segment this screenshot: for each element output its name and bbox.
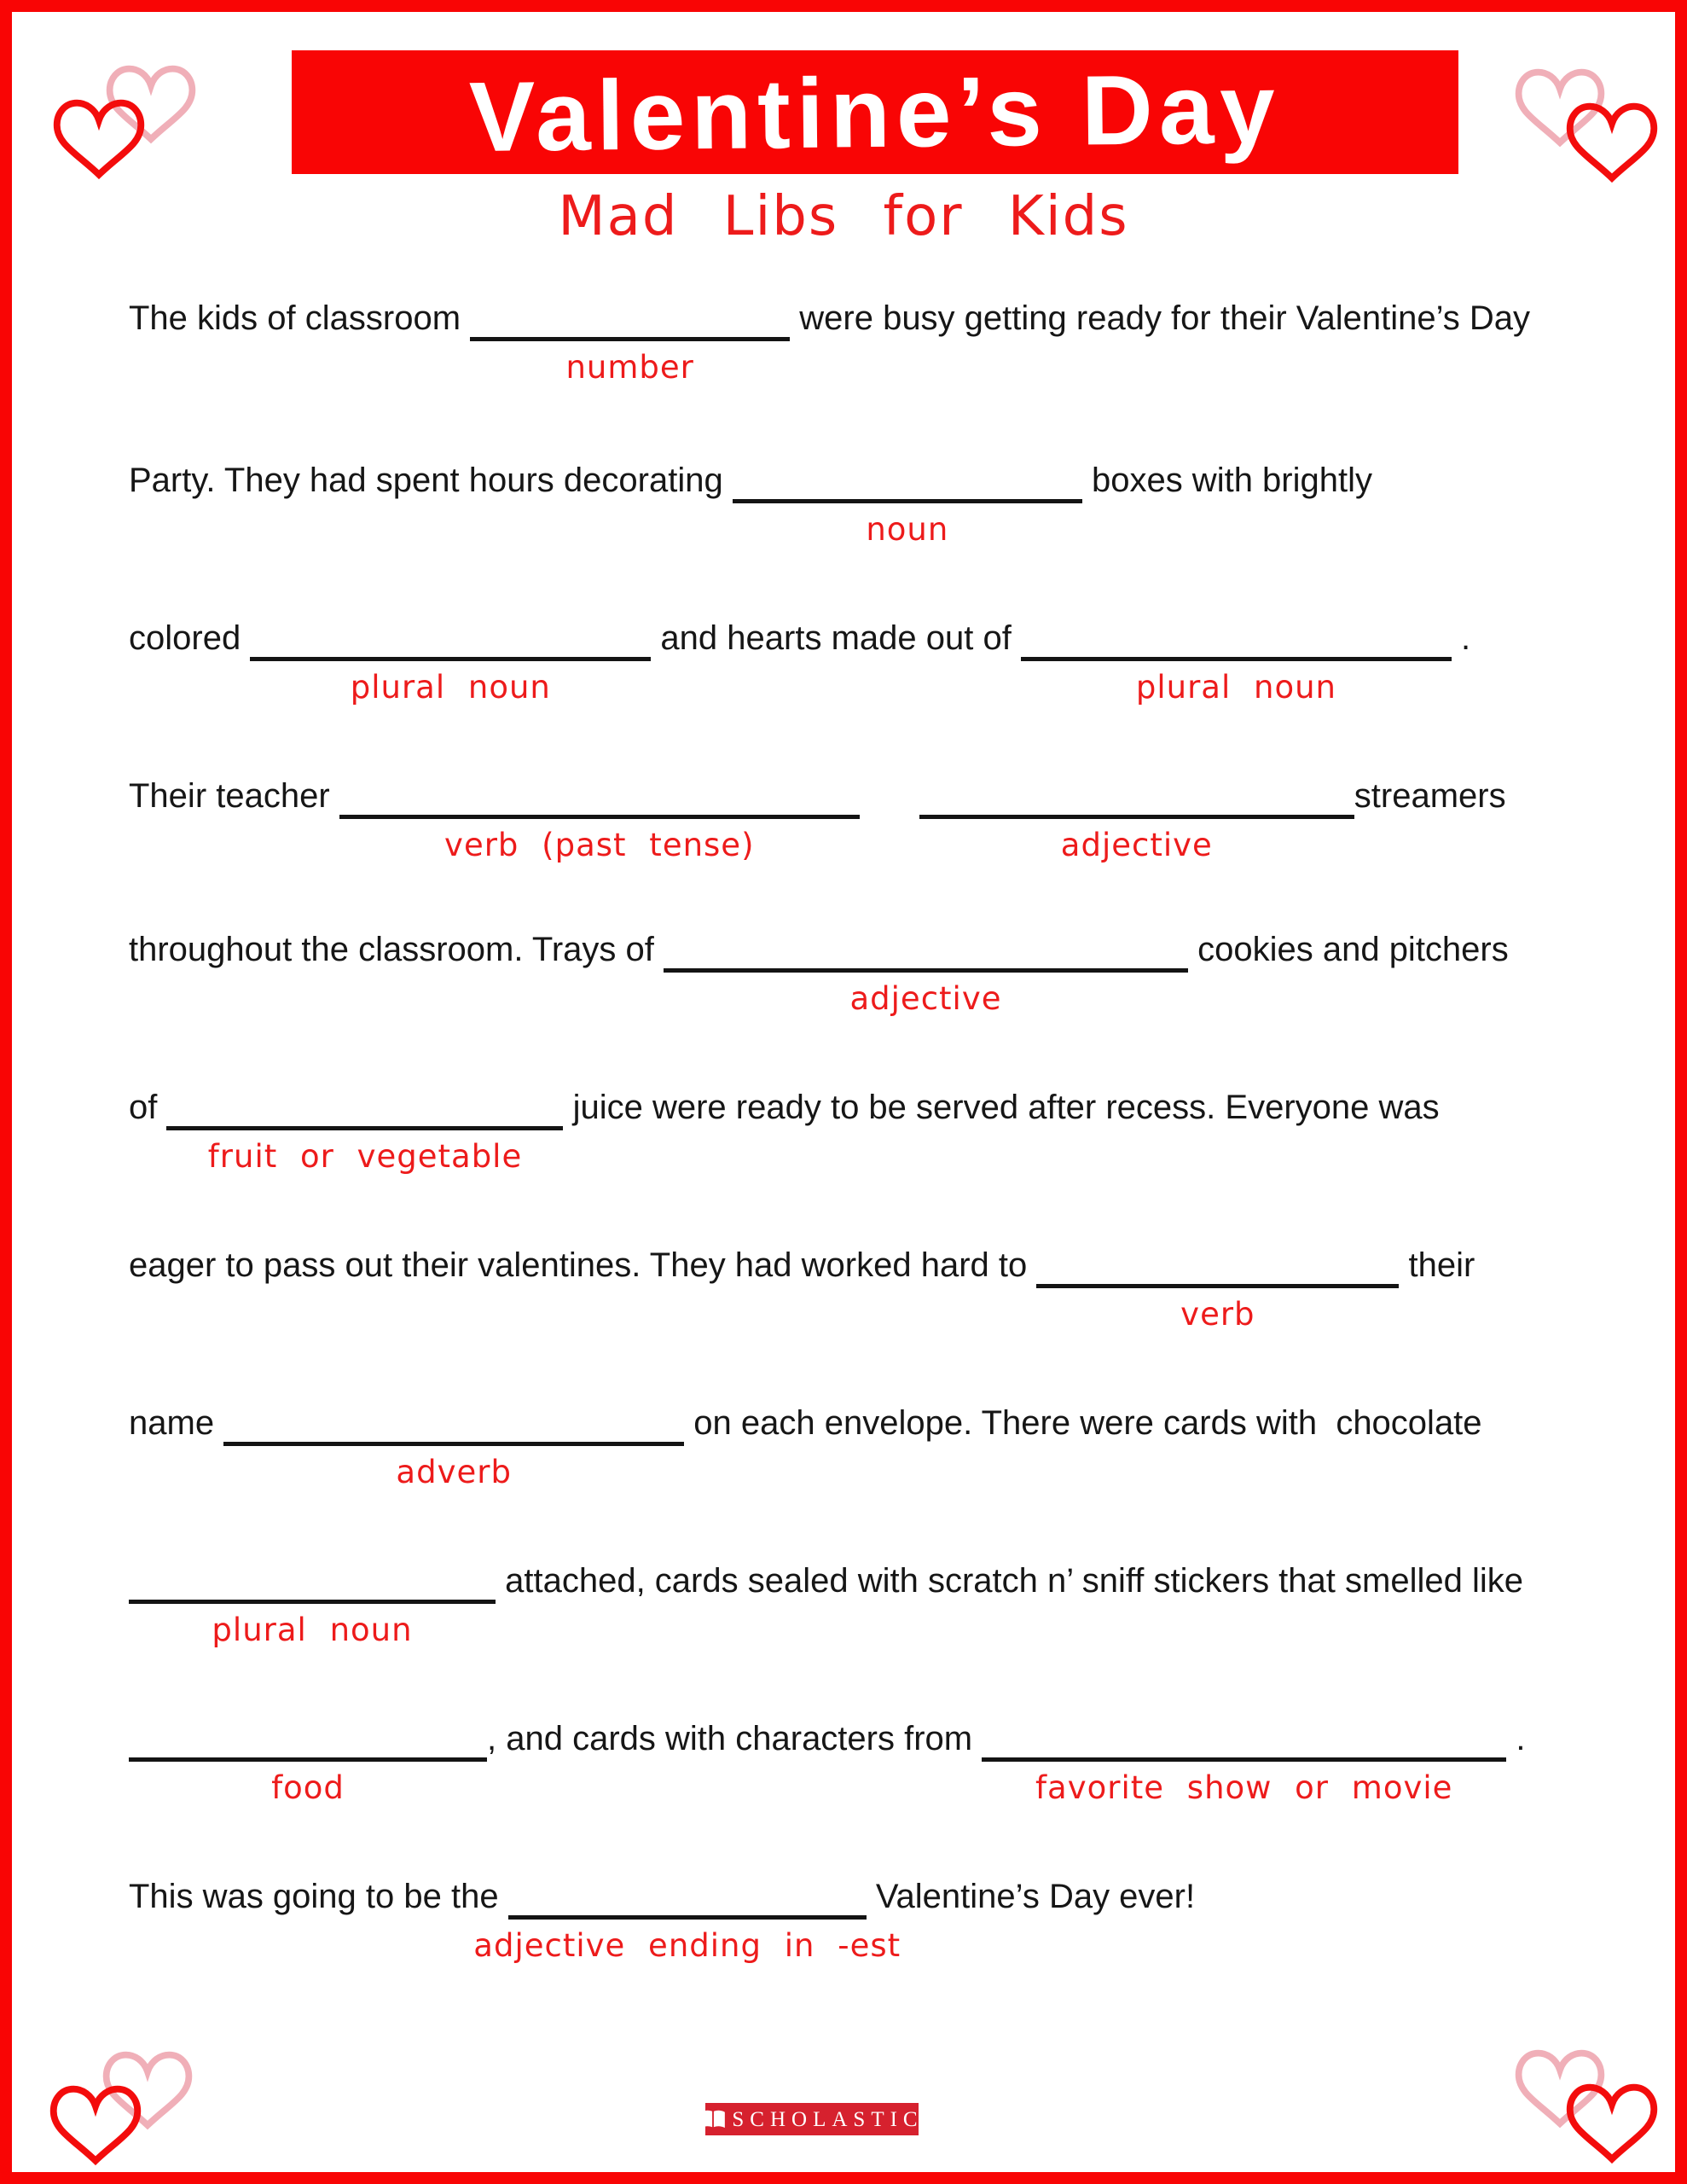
story-text: . — [1506, 1720, 1526, 1757]
fill-in-blank — [473, 1915, 901, 1964]
story-line — [129, 1560, 1599, 1648]
fill-in-blank — [733, 499, 1082, 548]
blank-label: number — [565, 349, 694, 386]
blank-label: plural noun — [350, 669, 551, 706]
story-text: , and cards with characters from — [487, 1720, 983, 1757]
blank-label: verb — [1180, 1296, 1255, 1333]
story-text: This was going to be the — [129, 1878, 508, 1915]
story-text: boxes with brightly — [1081, 462, 1372, 499]
story-text: name — [129, 1404, 224, 1442]
blank-label: food — [271, 1769, 345, 1806]
open-book-icon — [700, 2109, 726, 2129]
story-line — [129, 1087, 1599, 1175]
story-text: attached, cards sealed with scratch n’ sniff stickers that smelled like — [496, 1562, 1523, 1600]
story-text: and hearts made out of — [651, 619, 1021, 657]
scholastic-logo — [705, 2103, 924, 2135]
blank-label: favorite show or movie — [1035, 1769, 1453, 1806]
story — [12, 12, 1675, 2172]
story-line — [129, 1876, 1599, 1964]
fill-in-blank — [982, 1757, 1506, 1806]
story-text: on each envelope. There were cards with chocolate — [684, 1404, 1482, 1442]
blank-label: noun — [866, 511, 949, 548]
story-text: cookies and pitchers — [1187, 931, 1509, 968]
blank-label: adjective ending in -est — [473, 1927, 901, 1964]
story-text: Party. They had spent hours decorating — [129, 462, 733, 499]
fill-in-blank — [223, 1442, 684, 1490]
story-line — [129, 298, 1599, 386]
page-title: Valentine’s Day — [468, 52, 1282, 172]
story-text: streamers — [1354, 777, 1506, 815]
fill-in-blank — [1021, 657, 1452, 706]
story-text: throughout the classroom. Trays of — [129, 931, 664, 968]
blank-label: fruit or vegetable — [207, 1138, 523, 1175]
story-line — [129, 460, 1599, 548]
blank-label: adjective — [1060, 827, 1213, 863]
fill-in-blank — [129, 1600, 496, 1648]
story-text: Their teacher — [129, 777, 339, 815]
story-text: eager to pass out their valentines. They had worked hard to — [129, 1246, 1037, 1284]
blank-label: plural noun — [1135, 669, 1337, 706]
fill-in-blank — [1036, 1284, 1399, 1333]
story-line — [129, 1718, 1599, 1806]
story-text: Valentine’s Day ever! — [866, 1878, 1196, 1915]
story-line — [129, 929, 1599, 1017]
story-line — [129, 1245, 1599, 1333]
story-text: their — [1399, 1246, 1475, 1284]
fill-in-blank — [470, 337, 790, 386]
fill-in-blank — [919, 815, 1354, 863]
story-text: of — [129, 1089, 167, 1126]
story-text: . — [1451, 619, 1471, 657]
fill-in-blank — [250, 657, 651, 706]
fill-in-blank — [664, 968, 1188, 1017]
fill-in-blank — [129, 1757, 487, 1806]
page-subtitle: Mad Libs for Kids — [558, 185, 1129, 248]
story-text: colored — [129, 619, 251, 657]
story-text: The kids of classroom — [129, 299, 471, 337]
story-line — [129, 618, 1599, 706]
brand-name: SCHOLASTIC — [732, 2108, 924, 2131]
story-line — [129, 1403, 1599, 1490]
blank-label: adverb — [396, 1454, 512, 1490]
blank-label: adjective — [849, 980, 1002, 1017]
blank-label: plural noun — [212, 1612, 413, 1648]
fill-in-blank — [339, 815, 860, 863]
blank-label: verb (past tense) — [444, 827, 755, 863]
story-text: were busy getting ready for their Valentine’s Day — [790, 299, 1531, 337]
story-line — [129, 775, 1599, 863]
story-text: juice were ready to be served after recess. Everyone was — [563, 1089, 1440, 1126]
fill-in-blank — [166, 1126, 563, 1175]
